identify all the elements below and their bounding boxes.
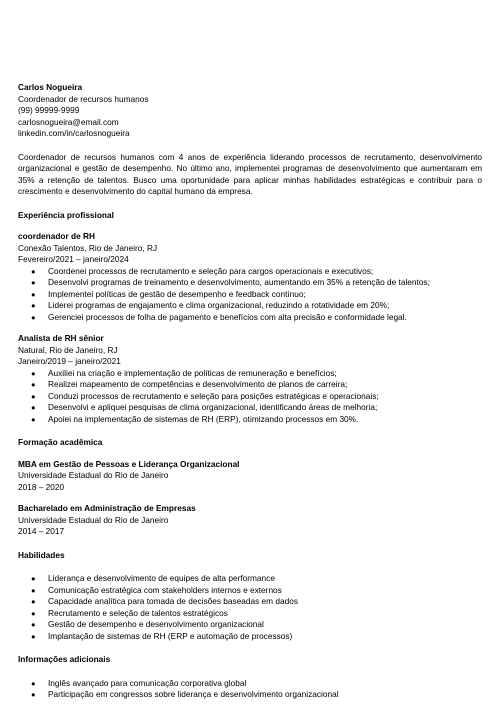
list-item: ● Apoiei na implementação de sistemas de RH (ERP), otimizando processos em 30%. <box>18 414 482 426</box>
job-period: Fevereiro/2021 – janeiro/2024 <box>18 254 129 264</box>
professional-summary: Coordenador de recursos humanos com 4 anos de experiência liderando processos de recrutamento, desenvolvimento organizacional e gestão de desempenho. No último ano, implementei programas de desenvolvimento que aumentaram em 35% a retenção de talentos. Busco uma oportunidade para aplicar minhas habilidades estratégicas e contribuir para o crescimento e desenvolvimento do capital humano da empresa. <box>18 151 482 196</box>
job-position: coordenador de RH <box>18 231 95 241</box>
list-item: ● Inglês avançado para comunicação corporativa global <box>18 678 482 690</box>
list-item: ● Comunicação estratégica com stakeholders internos e externos <box>18 585 482 597</box>
job-company: Conexão Talentos, Rio de Janeiro, RJ <box>18 242 158 253</box>
additional-info-list <box>18 678 482 701</box>
list-item: ● Realizei mapeamento de competências e desenvolvimento de planos de carreira; <box>18 379 482 391</box>
education-entry <box>18 459 482 494</box>
education-entry <box>18 503 482 538</box>
experience-entry <box>18 333 482 425</box>
additional-info-section-title: Informações adicionais <box>18 654 111 664</box>
list-item: ● Implementei políticas de gestão de desempenho e feedback contínuo; <box>18 289 482 301</box>
list-item: ● Auxiliei na criação e implementação de políticas de remuneração e benefícios; <box>18 368 482 380</box>
job-company: Natural, Rio de Janeiro, RJ <box>18 344 118 355</box>
candidate-role: Coordenador de recursos humanos <box>18 93 149 104</box>
list-item: ● Implantação de sistemas de RH (ERP e automação de processos) <box>18 631 482 643</box>
list-item: ● Recrutamento e seleção de talentos estratégicos <box>18 608 482 620</box>
resume-content <box>18 82 482 701</box>
skills-list <box>18 573 482 642</box>
list-item: ● Desenvolvi e apliquei pesquisas de clima organizacional, identificando áreas de melhoria; <box>18 402 482 414</box>
skills-section-title: Habilidades <box>18 549 65 560</box>
list-item: ● Participação em congressos sobre liderança e desenvolvimento organizacional <box>18 689 482 701</box>
education-section-title: Formação acadêmica <box>18 437 103 447</box>
list-item: ● Gerenciei processos de folha de pagamento e benefícios com alta precisão e conformidade legal. <box>18 312 482 324</box>
candidate-phone: (99) 99999-9999 <box>18 105 80 115</box>
job-period: Janeiro/2019 – janeiro/2021 <box>18 356 121 366</box>
job-position: Analista de RH sênior <box>18 333 104 343</box>
degree-period: 2018 – 2020 <box>18 481 65 492</box>
list-item: ● Gestão de desempenho e desenvolvimento organizacional <box>18 619 482 631</box>
experience-entry <box>18 231 482 323</box>
degree-institution: Universidade Estadual do Rio de Janeiro <box>18 514 169 525</box>
experience-section-title: Experiência profissional <box>18 209 114 220</box>
job-bullet-list <box>18 368 482 426</box>
list-item: ● Conduzi processos de recrutamento e seleção para posições estratégicas e operacionais; <box>18 391 482 403</box>
job-bullet-list <box>18 266 482 324</box>
degree-title: Bacharelado em Administração de Empresas <box>18 503 196 513</box>
degree-title: MBA em Gestão de Pessoas e Liderança Organizacional <box>18 458 240 469</box>
list-item: ● Coordenei processos de recrutamento e seleção para cargos operacionais e executivos; <box>18 266 482 278</box>
list-item: ● Desenvolvi programas de treinamento e desenvolvimento, aumentando em 35% a retenção de talentos; <box>18 277 482 289</box>
list-item: ● Liderança e desenvolvimento de equipes de alta performance <box>18 573 482 585</box>
candidate-linkedin: linkedin.com/in/carlosnogueira <box>18 128 130 138</box>
list-item: ● Liderei programas de engajamento e clima organizacional, reduzindo a rotatividade em 20%; <box>18 300 482 312</box>
list-item: ● Capacidade analítica para tomada de decisões baseadas em dados <box>18 596 482 608</box>
contact-header <box>18 82 482 140</box>
candidate-name: Carlos Nogueira <box>18 82 83 92</box>
degree-period: 2014 – 2017 <box>18 526 65 536</box>
candidate-email: carlosnogueira@email.com <box>18 116 119 127</box>
degree-institution: Universidade Estadual do Rio de Janeiro <box>18 470 169 480</box>
